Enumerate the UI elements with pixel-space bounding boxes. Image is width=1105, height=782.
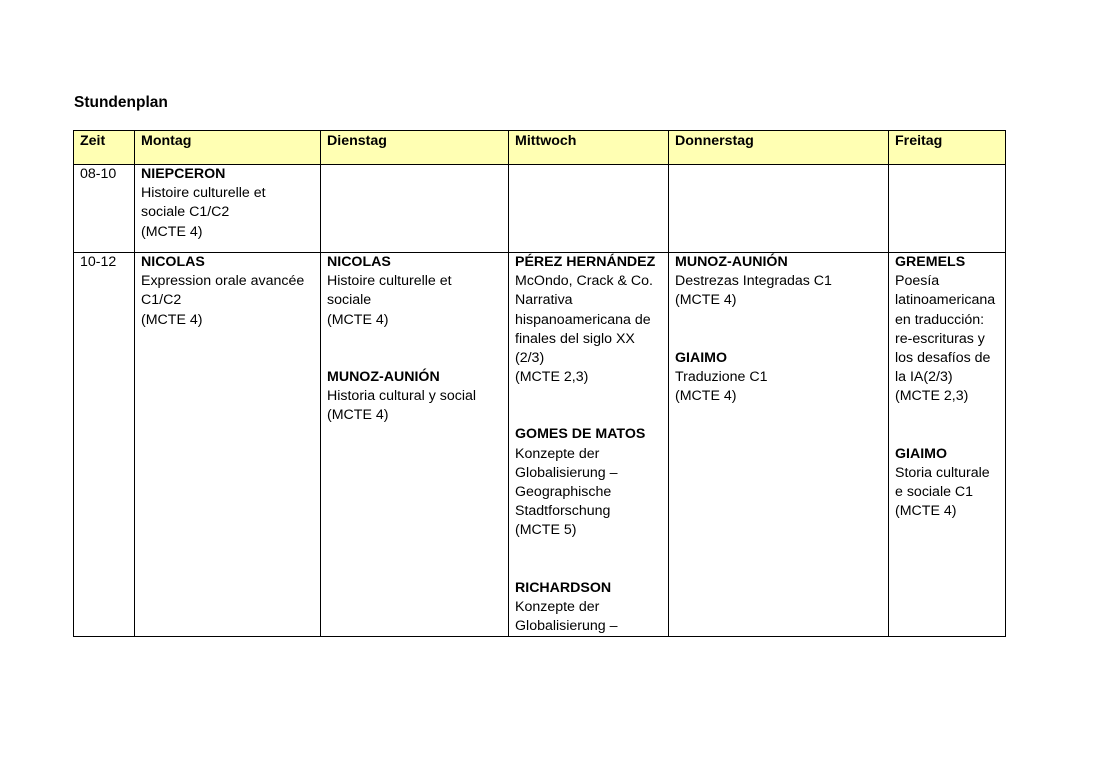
course-entry (515, 579, 668, 637)
time-cell: 08-10 (74, 165, 135, 253)
lecturer-name: GIAIMO (895, 445, 948, 462)
course-line: Narrativa (515, 292, 573, 309)
course-line: Traduzione C1 (675, 368, 768, 385)
course-line: C1/C2 (141, 292, 182, 309)
course-entry (895, 253, 1005, 407)
course-line: McOndo, Crack & Co. (515, 273, 653, 290)
course-line: sociale C1/C2 (141, 204, 230, 221)
header-montag: Montag (135, 131, 321, 165)
header-zeit: Zeit (74, 131, 135, 165)
day-cell-dienstag (321, 253, 509, 637)
lecturer-name: PÉREZ HERNÁNDEZ (515, 254, 656, 270)
course-line: Globalisierung – (515, 618, 618, 635)
course-line: (MCTE 2,3) (515, 369, 589, 386)
schedule-table (73, 130, 1006, 637)
page-title: Stundenplan (74, 94, 168, 111)
lecturer-name: RICHARDSON (515, 579, 612, 596)
table-row (74, 253, 1006, 637)
day-cell-freitag (889, 253, 1006, 637)
day-cell-mittwoch (509, 253, 669, 637)
course-line: (MCTE 4) (675, 292, 737, 309)
course-line: Histoire culturelle et (327, 273, 452, 290)
lecturer-name: GREMELS (895, 254, 966, 270)
course-line: Histoire culturelle et (141, 185, 266, 202)
lecturer-name: NICOLAS (141, 254, 205, 270)
course-line: latinoamericana (895, 292, 996, 309)
table-row (74, 165, 1006, 253)
course-line: Destrezas Integradas C1 (675, 273, 832, 290)
course-entry (327, 253, 508, 330)
course-entry (675, 349, 888, 407)
course-line: Globalisierung – (515, 464, 618, 481)
day-cell-montag (135, 165, 321, 253)
header-mittwoch: Mittwoch (509, 131, 669, 165)
course-line: los desafíos de (895, 350, 991, 367)
course-line: (MCTE 4) (327, 311, 389, 328)
course-line: (MCTE 2,3) (895, 388, 969, 405)
day-cell-dienstag (321, 165, 509, 253)
course-entry (515, 425, 668, 540)
course-line: (MCTE 5) (515, 522, 577, 539)
lecturer-name: GIAIMO (675, 349, 728, 366)
header-donnerstag: Donnerstag (669, 131, 889, 165)
course-line: en traducción: (895, 311, 985, 328)
day-cell-mittwoch (509, 165, 669, 253)
course-entry (327, 368, 508, 426)
course-entry (141, 165, 320, 242)
lecturer-name: GOMES DE MATOS (515, 426, 646, 443)
course-line: la IA(2/3) (895, 369, 953, 386)
course-line: (MCTE 4) (895, 503, 957, 520)
day-cell-montag (135, 253, 321, 637)
course-line: finales del siglo XX (515, 330, 635, 347)
course-line: Historia cultural y social (327, 388, 477, 405)
course-line: Poesía (895, 273, 940, 290)
lecturer-name: NICOLAS (327, 254, 391, 270)
course-line: Storia culturale (895, 464, 990, 481)
course-entry (675, 253, 888, 311)
course-line: sociale (327, 292, 372, 309)
course-entry (515, 253, 668, 387)
course-line: (2/3) (515, 350, 545, 367)
course-line: Expression orale avancée (141, 273, 305, 290)
course-line: Stadtforschung (515, 503, 611, 520)
day-cell-freitag (889, 165, 1006, 253)
course-line: e sociale C1 (895, 484, 974, 501)
course-line: (MCTE 4) (141, 223, 203, 240)
course-entry (895, 445, 1005, 522)
course-line: (MCTE 4) (141, 311, 203, 328)
course-line: Geographische (515, 484, 612, 501)
course-line: re-escrituras y (895, 330, 985, 347)
course-line: Konzepte der (515, 598, 600, 615)
course-entry (141, 253, 320, 330)
day-cell-donnerstag (669, 253, 889, 637)
header-row (74, 131, 1006, 165)
course-line: (MCTE 4) (675, 388, 737, 405)
course-line: hispanoamericana de (515, 311, 651, 328)
lecturer-name: MUNOZ-AUNIÓN (675, 254, 788, 270)
course-line: Konzepte der (515, 445, 600, 462)
lecturer-name: NIEPCERON (141, 166, 226, 182)
header-dienstag: Dienstag (321, 131, 509, 165)
header-freitag: Freitag (889, 131, 1006, 165)
course-line: (MCTE 4) (327, 407, 389, 424)
day-cell-donnerstag (669, 165, 889, 253)
time-cell: 10-12 (74, 253, 135, 637)
lecturer-name: MUNOZ-AUNIÓN (327, 368, 440, 385)
